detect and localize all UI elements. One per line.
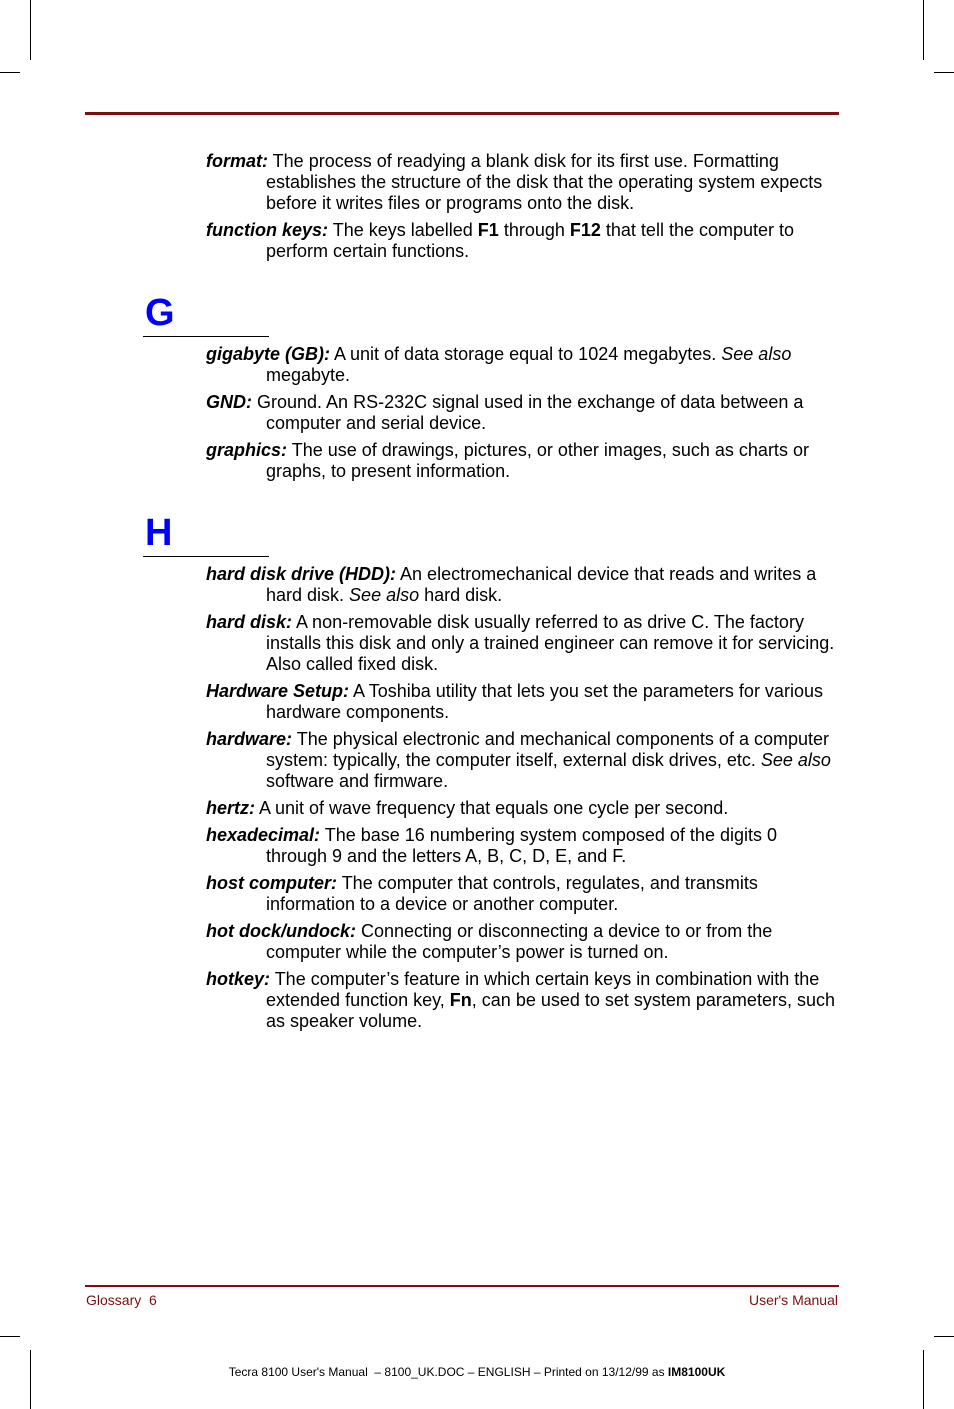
definition-text: The computer’s feature in which certain keys in combination with the extended function key, — [266, 969, 820, 1010]
see-also-label: See also — [721, 344, 792, 364]
g-entries — [206, 344, 839, 488]
definition-text: The physical electronic and mechanical components of a computer system: typically, the computer itself, external disk drives, etc. — [266, 729, 829, 770]
glossary-term: graphics: — [206, 440, 288, 460]
glossary-term: function keys: — [206, 220, 329, 240]
print-info-line — [0, 1365, 954, 1379]
definition-text: megabyte. — [266, 365, 351, 385]
glossary-entry — [206, 151, 839, 214]
definition-text: through — [498, 220, 570, 240]
glossary-entry — [206, 564, 839, 606]
glossary-term: gigabyte (GB): — [206, 344, 330, 364]
crop-mark — [0, 1336, 20, 1337]
glossary-term: hard disk: — [206, 612, 293, 632]
glossary-term: hexadecimal: — [206, 825, 321, 845]
glossary-entry — [206, 969, 839, 1032]
key-name: Fn — [449, 990, 472, 1010]
definition-text: A unit of wave frequency that equals one cycle per second. — [255, 798, 729, 818]
glossary-term: host computer: — [206, 873, 338, 893]
footer-page-label: Glossary 6 — [86, 1292, 157, 1308]
glossary-term: Hardware Setup: — [206, 681, 350, 701]
glossary-entry — [206, 873, 839, 915]
glossary-entry — [206, 681, 839, 723]
glossary-term: hardware: — [206, 729, 293, 749]
glossary-term: hard disk drive (HDD): — [206, 564, 397, 584]
glossary-entry — [206, 921, 839, 963]
definition-text: A unit of data storage equal to 1024 megabytes. — [330, 344, 722, 364]
definition-text: Connecting or disconnecting a device to or from the computer while the computer’s power is turned on. — [266, 921, 773, 962]
f-entries — [206, 151, 839, 268]
definition-text: software and firmware. — [266, 771, 449, 791]
print-info-text: Tecra 8100 User's Manual – 8100_UK.DOC – ENGLISH – Printed on 13/12/99 as — [228, 1365, 668, 1379]
definition-text: An electromechanical device that reads and writes a hard disk. — [266, 564, 817, 605]
crop-mark — [0, 72, 20, 73]
glossary-entry — [206, 729, 839, 792]
crop-mark — [934, 72, 954, 73]
definition-text: , can be used to set system parameters, such as speaker volume. — [266, 990, 835, 1031]
footer-rule — [85, 1285, 839, 1287]
see-also-label: See also — [760, 750, 831, 770]
h-entries — [206, 564, 839, 1038]
crop-mark — [30, 1350, 31, 1409]
see-also-label: See also — [349, 585, 420, 605]
section-letter-h: H — [145, 512, 173, 554]
glossary-entry — [206, 220, 839, 262]
glossary-term: hertz: — [206, 798, 255, 818]
definition-text: that tell the computer to perform certain functions. — [266, 220, 795, 261]
crop-mark — [30, 0, 31, 60]
glossary-entry — [206, 344, 839, 386]
glossary-term: format: — [206, 151, 268, 171]
print-info-code: IM8100UK — [667, 1365, 726, 1379]
glossary-entry — [206, 612, 839, 675]
definition-text: A non-removable disk usually referred to as drive C. The factory installs this disk and only a trained engineer can remove it for servicing. Also called fixed disk. — [266, 612, 835, 674]
crop-mark — [923, 1350, 924, 1409]
key-name: F1 — [477, 220, 499, 240]
glossary-entry — [206, 440, 839, 482]
glossary-entry — [206, 392, 839, 434]
definition-text: The use of drawings, pictures, or other images, such as charts or graphs, to present information. — [266, 440, 809, 481]
section-rule-h — [143, 556, 269, 557]
footer-manual-title: User's Manual — [748, 1292, 838, 1308]
definition-text: The base 16 numbering system composed of the digits 0 through 9 and the letters A, B, C, D, E, and F. — [266, 825, 777, 866]
header-rule — [85, 112, 839, 115]
definition-text: A Toshiba utility that lets you set the parameters for various hardware components. — [266, 681, 823, 722]
key-name: F12 — [569, 220, 601, 240]
glossary-entry — [206, 798, 839, 819]
glossary-term: hot dock/undock: — [206, 921, 356, 941]
section-rule-g — [143, 336, 269, 337]
definition-text: Ground. An RS-232C signal used in the exchange of data between a computer and serial device. — [252, 392, 804, 433]
definition-text: The computer that controls, regulates, and transmits information to a device or another computer. — [266, 873, 758, 914]
definition-text: The process of readying a blank disk for its first use. Formatting establishes the structure of the disk that the operating system expects before it writes files or programs onto the disk. — [266, 151, 823, 213]
crop-mark — [934, 1336, 954, 1337]
section-letter-g: G — [145, 292, 175, 334]
crop-mark — [923, 0, 924, 60]
glossary-entry — [206, 825, 839, 867]
definition-text: hard disk. — [419, 585, 503, 605]
glossary-term: GND: — [206, 392, 252, 412]
definition-text: The keys labelled — [328, 220, 478, 240]
glossary-term: hotkey: — [206, 969, 271, 989]
